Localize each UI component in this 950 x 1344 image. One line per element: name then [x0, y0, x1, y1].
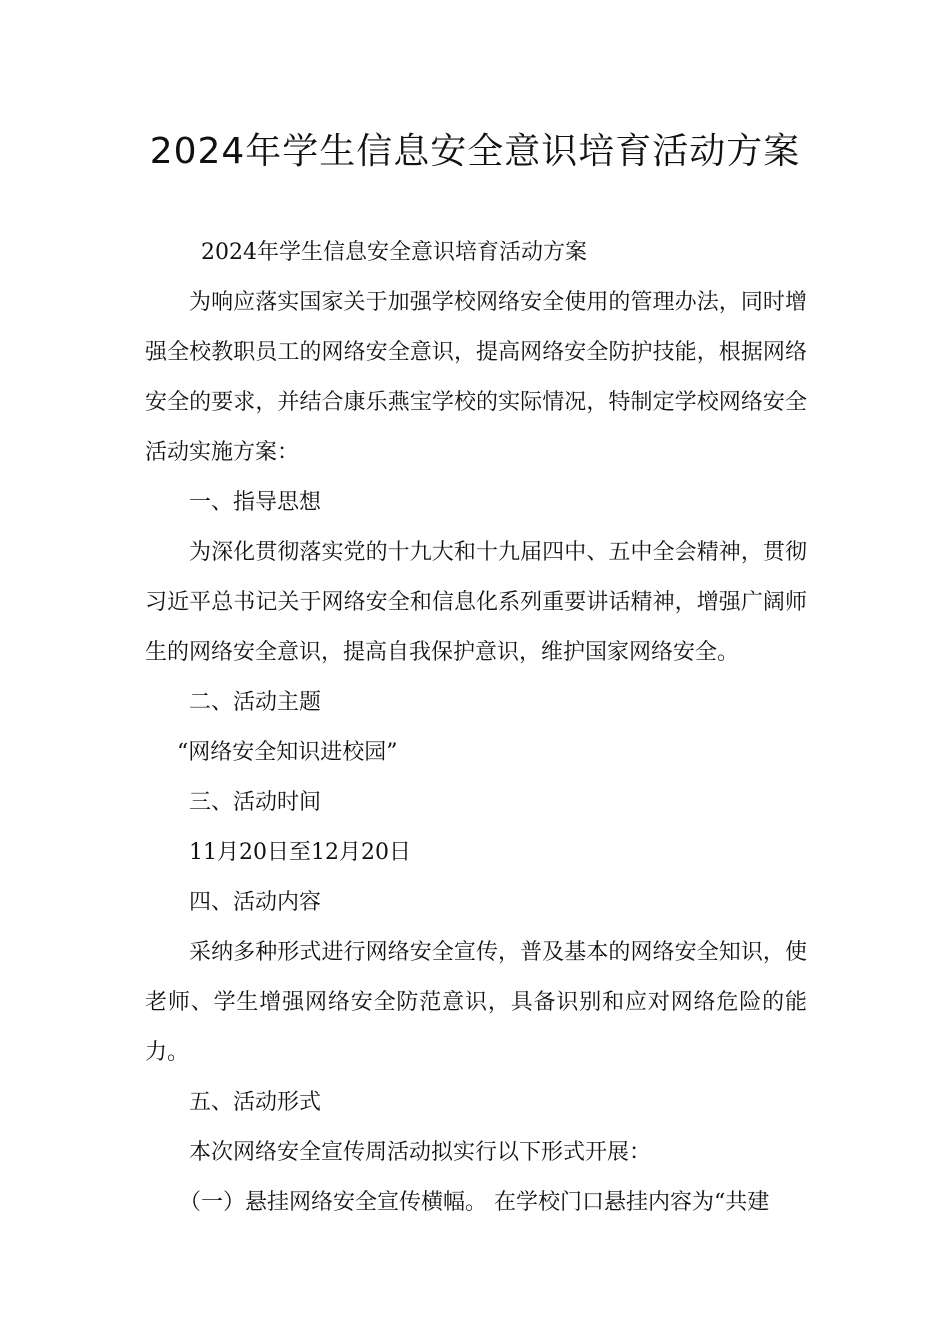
paragraph-banner-item: （一）悬挂网络安全宣传横幅。 在学校门口悬挂内容为“共建 [179, 1190, 770, 1215]
paragraph-activity-form: 本次网络安全宣传周活动拟实行以下形式开展： [189, 1140, 652, 1165]
document-body [145, 228, 807, 1228]
paragraph-activity-theme: “网络安全知识进校园” [177, 740, 398, 765]
paragraph-subtitle: 2024年学生信息安全意识培育活动方案 [201, 240, 587, 265]
heading-activity-time: 三、活动时间 [189, 790, 322, 815]
paragraph-activity-content: 采纳多种形式进行网络安全宣传，普及基本的网络安全知识，使老师、学生增强网络安全防范意识，具备识别和应对网络危险的能力。 [145, 940, 807, 1065]
heading-activity-theme: 二、活动主题 [189, 690, 322, 715]
heading-activity-form: 五、活动形式 [189, 1090, 322, 1115]
paragraph-activity-time: 11月20日至12月20日 [189, 840, 411, 865]
paragraph-guiding-ideology: 为深化贯彻落实党的十九大和十九届四中、五中全会精神，贯彻习近平总书记关于网络安全和信息化系列重要讲话精神，增强广阔师生的网络安全意识，提高自我保护意识，维护国家网络安全。 [145, 540, 807, 665]
heading-activity-content: 四、活动内容 [189, 890, 322, 915]
document-title: 2024年学生信息安全意识培育活动方案 [149, 131, 801, 172]
heading-guiding-ideology: 一、指导思想 [189, 490, 322, 515]
paragraph-intro: 为响应落实国家关于加强学校网络安全使用的管理办法，同时增强全校教职员工的网络安全意识，提高网络安全防护技能，根据网络安全的要求，并结合康乐燕宝学校的实际情况，特制定学校网络安全活动实施方案： [145, 290, 807, 465]
